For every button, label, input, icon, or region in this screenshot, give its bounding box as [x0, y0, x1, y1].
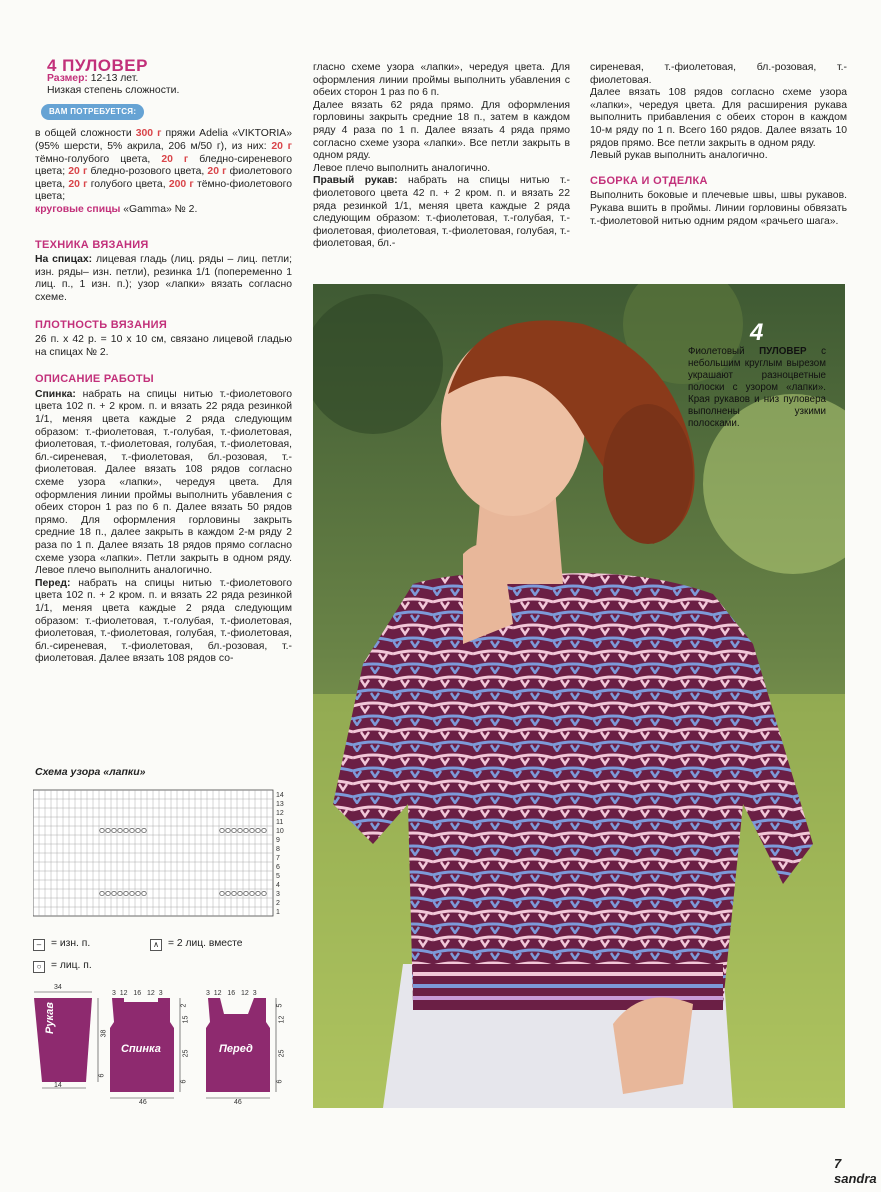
left-sleeve: Левый рукав выполнить аналогично.: [590, 150, 768, 162]
sleeve-bottom-dim: 14: [54, 1082, 62, 1089]
legend-knit: ○ = лиц. п.: [33, 960, 92, 973]
chart-row-number: 2: [276, 900, 280, 907]
caption-number: 4: [750, 319, 764, 346]
chart-row-number: 8: [276, 846, 280, 853]
purl-symbol-icon: –: [33, 939, 45, 951]
materials-text: в общей сложности 300 г пряжи Adelia «VIKTORIA» (95% шерсти, 5% акрила, 206 м/50 г), из них: 20 г тёмно-голубого цвета, 20 г бледно-сиреневого цвета; 20 г бледно-розового цвета, 20 г фиолетового цвета, 20 г голубого цвета, 200 г тёмно-фиолетового цвета; круговые спицы «Gamma» № 2.: [35, 128, 293, 215]
front-h4-dim: 6: [276, 1079, 284, 1084]
legend-k2tog: ∧ = 2 лиц. вместе: [150, 938, 242, 951]
sleeve-top-dim: 34: [54, 984, 62, 991]
assembly-heading: СБОРКА И ОТДЕЛКА: [590, 174, 708, 187]
page-number: 7 sandra: [834, 1156, 877, 1186]
back-h3-dim: 25: [182, 1049, 190, 1058]
back-h4-dim: 6: [180, 1079, 188, 1084]
sleeve-continued: сиреневая, т.-фиолетовая, бл.-розовая, т.-фиолетовая.: [590, 62, 847, 86]
sleeve-text: Правый рукав: набрать на спицы нитью т.-фиолетового цвета 42 п. + 2 кром. п. и вязать 22 ряда резинкой 1/1, меняя цвета каждые 2 ряда следующим образом: т.-фиолетовая, т.-голубая, т.-фиолетовая, фиолетовая, т.-фиолетовая, голубая, т.-фиолетовая, бл.-: [313, 175, 570, 250]
density-heading: ПЛОТНОСТЬ ВЯЗАНИЯ: [35, 318, 168, 331]
front-neckline: Далее вязать 62 ряда прямо. Для оформления горловины закрыть средние 18 п., затем в каждом ряду 4 раза по 1 п. Далее вязать 4 ряда прямо согласно схеме узора «лапки». Все петли закрыть в одном ряду.: [313, 99, 570, 162]
front-text: Перед: набрать на спицы нитью т.-фиолетового цвета 102 п. + 2 кром. п. и вязать 22 ряда резинкой 1/1, меняя цвета каждые 2 ряда следующим образом: т.-фиолетовая, т.-голубая, т.-фиолетовая, фиолетовая, т.-фиолетовая, голубая, т.-фиолетовая, бл.-сиреневая, т.-фиолетовая, бл.-розовая, т.-фиолетовая. Далее вязать 108 рядов со-: [35, 577, 292, 665]
sleeve-h1-dim: 38: [100, 1029, 108, 1038]
knit-symbol-icon: ○: [33, 961, 45, 973]
chart-row-number: 3: [276, 891, 280, 898]
front-left-shoulder: Левое плечо выполнить аналогично.: [313, 162, 491, 174]
front-top-dim: 3 12 16 12 3: [206, 990, 257, 997]
chart-row-number: 14: [276, 792, 284, 799]
stitch-chart: [33, 788, 293, 924]
front-h3-dim: 25: [278, 1049, 286, 1058]
assembly-text: Выполнить боковые и плечевые швы, швы рукавов. Рукава вшить в проймы. Линии горловины обвязать т.-фиолетовой нитью одним рядом «рачьего шага».: [590, 190, 847, 227]
technique-heading: ТЕХНИКА ВЯЗАНИЯ: [35, 238, 149, 251]
chart-row-number: 4: [276, 882, 280, 889]
back-h1-dim: 2: [180, 1003, 188, 1008]
back-label: Спинка: [121, 1043, 161, 1055]
difficulty: Низкая степень сложности.: [47, 85, 180, 97]
description-heading: ОПИСАНИЕ РАБОТЫ: [35, 373, 154, 386]
column-3: [590, 62, 847, 228]
need-badge: ВАМ ПОТРЕБУЕТСЯ:: [41, 104, 144, 121]
technique-text: На спицах: лицевая гладь (лиц. ряды – лиц. петли; изн. ряды– изн. петли), резинка 1/1 (попеременно 1 лиц. п., 1 изн. п.); узор «лапки» вязать согласно схеме.: [35, 254, 292, 303]
size-line: Размер: 12-13 лет.: [47, 72, 139, 84]
back-top-dim: 3 12 16 12 3: [112, 990, 163, 997]
photo-caption: Фиолетовый ПУЛОВЕР с небольшим круглым вырезом украшают разноцветные полоски с узором «лапки». Края рукавов и низ пуловера выполнены узкими полосками.: [688, 346, 827, 429]
chart-row-number: 13: [276, 801, 284, 808]
column-1: [35, 56, 293, 666]
chart-row-number: 1: [276, 909, 280, 916]
chart-row-number: 11: [276, 819, 284, 826]
front-label: Перед: [219, 1043, 253, 1055]
sleeve-h2-dim: 6: [98, 1073, 106, 1078]
column-2: [313, 62, 570, 251]
chart-row-number: 5: [276, 873, 280, 880]
back-text: Спинка: набрать на спицы нитью т.-фиолетового цвета 102 п. + 2 кром. п. и вязать 22 ряда резинкой 1/1, меняя цвета каждые 2 ряда следующим образом: т.-фиолетовая, т.-голубая, т.-фиолетовая, фиолетовая, т.-фиолетовая, голубая, т.-фиолетовая, бл.-сиреневая, т.-фиолетовая, бл.-розовая, т.-фиолетовая. Далее вязать 108 рядов согласно схеме узора «лапки», чередуя цвета. Для оформления линии проймы выполнить убавления с обеих сторон 1 раз по 6 п. Далее вязать 50 рядов прямо. Для оформления горловины закрыть средние 18 п., далее закрыть в каждом 2-м ряду 2 раза по 1 п. Далее вязать 18 рядов прямо согласно схеме узора «лапки». Петли закрыть в одном ряду. Левое плечо выполнить аналогично.: [35, 388, 292, 577]
front-bottom-dim: 46: [234, 1099, 242, 1106]
chart-row-number: 12: [276, 810, 284, 817]
legend-purl: – = изн. п.: [33, 938, 90, 951]
chart-row-number: 10: [276, 828, 284, 835]
front-h2-dim: 12: [278, 1015, 286, 1024]
front-h1-dim: 5: [276, 1003, 284, 1008]
chart-row-number: 7: [276, 855, 280, 862]
density-text: 26 п. x 42 р. = 10 x 10 см, связано лицевой гладью на спицах № 2.: [35, 334, 292, 358]
chart-row-number: 9: [276, 837, 280, 844]
pattern-title: 4 ПУЛОВЕР: [47, 56, 148, 75]
chart-row-number: 6: [276, 864, 280, 871]
sleeve-label: Рукав: [44, 1002, 56, 1034]
chart-title: Схема узора «лапки»: [35, 766, 146, 778]
back-bottom-dim: 46: [139, 1099, 147, 1106]
k2tog-symbol-icon: ∧: [150, 939, 162, 951]
back-h2-dim: 15: [182, 1015, 190, 1024]
front-continued: гласно схеме узора «лапки», чередуя цвета. Для оформления линии проймы выполнить убавления с обеих сторон 1 раз по 6 п.: [313, 62, 570, 99]
sleeve-shaping: Далее вязать 108 рядов согласно схеме узора «лапки», чередуя цвета. Для расширения рукава выполнить прибавления с обеих сторон в каждом 10-м ряду по 1 п. Всего 160 рядов. Далее вязать 10 рядов прямо. Все петли закрыть в одном ряду.: [590, 87, 847, 149]
